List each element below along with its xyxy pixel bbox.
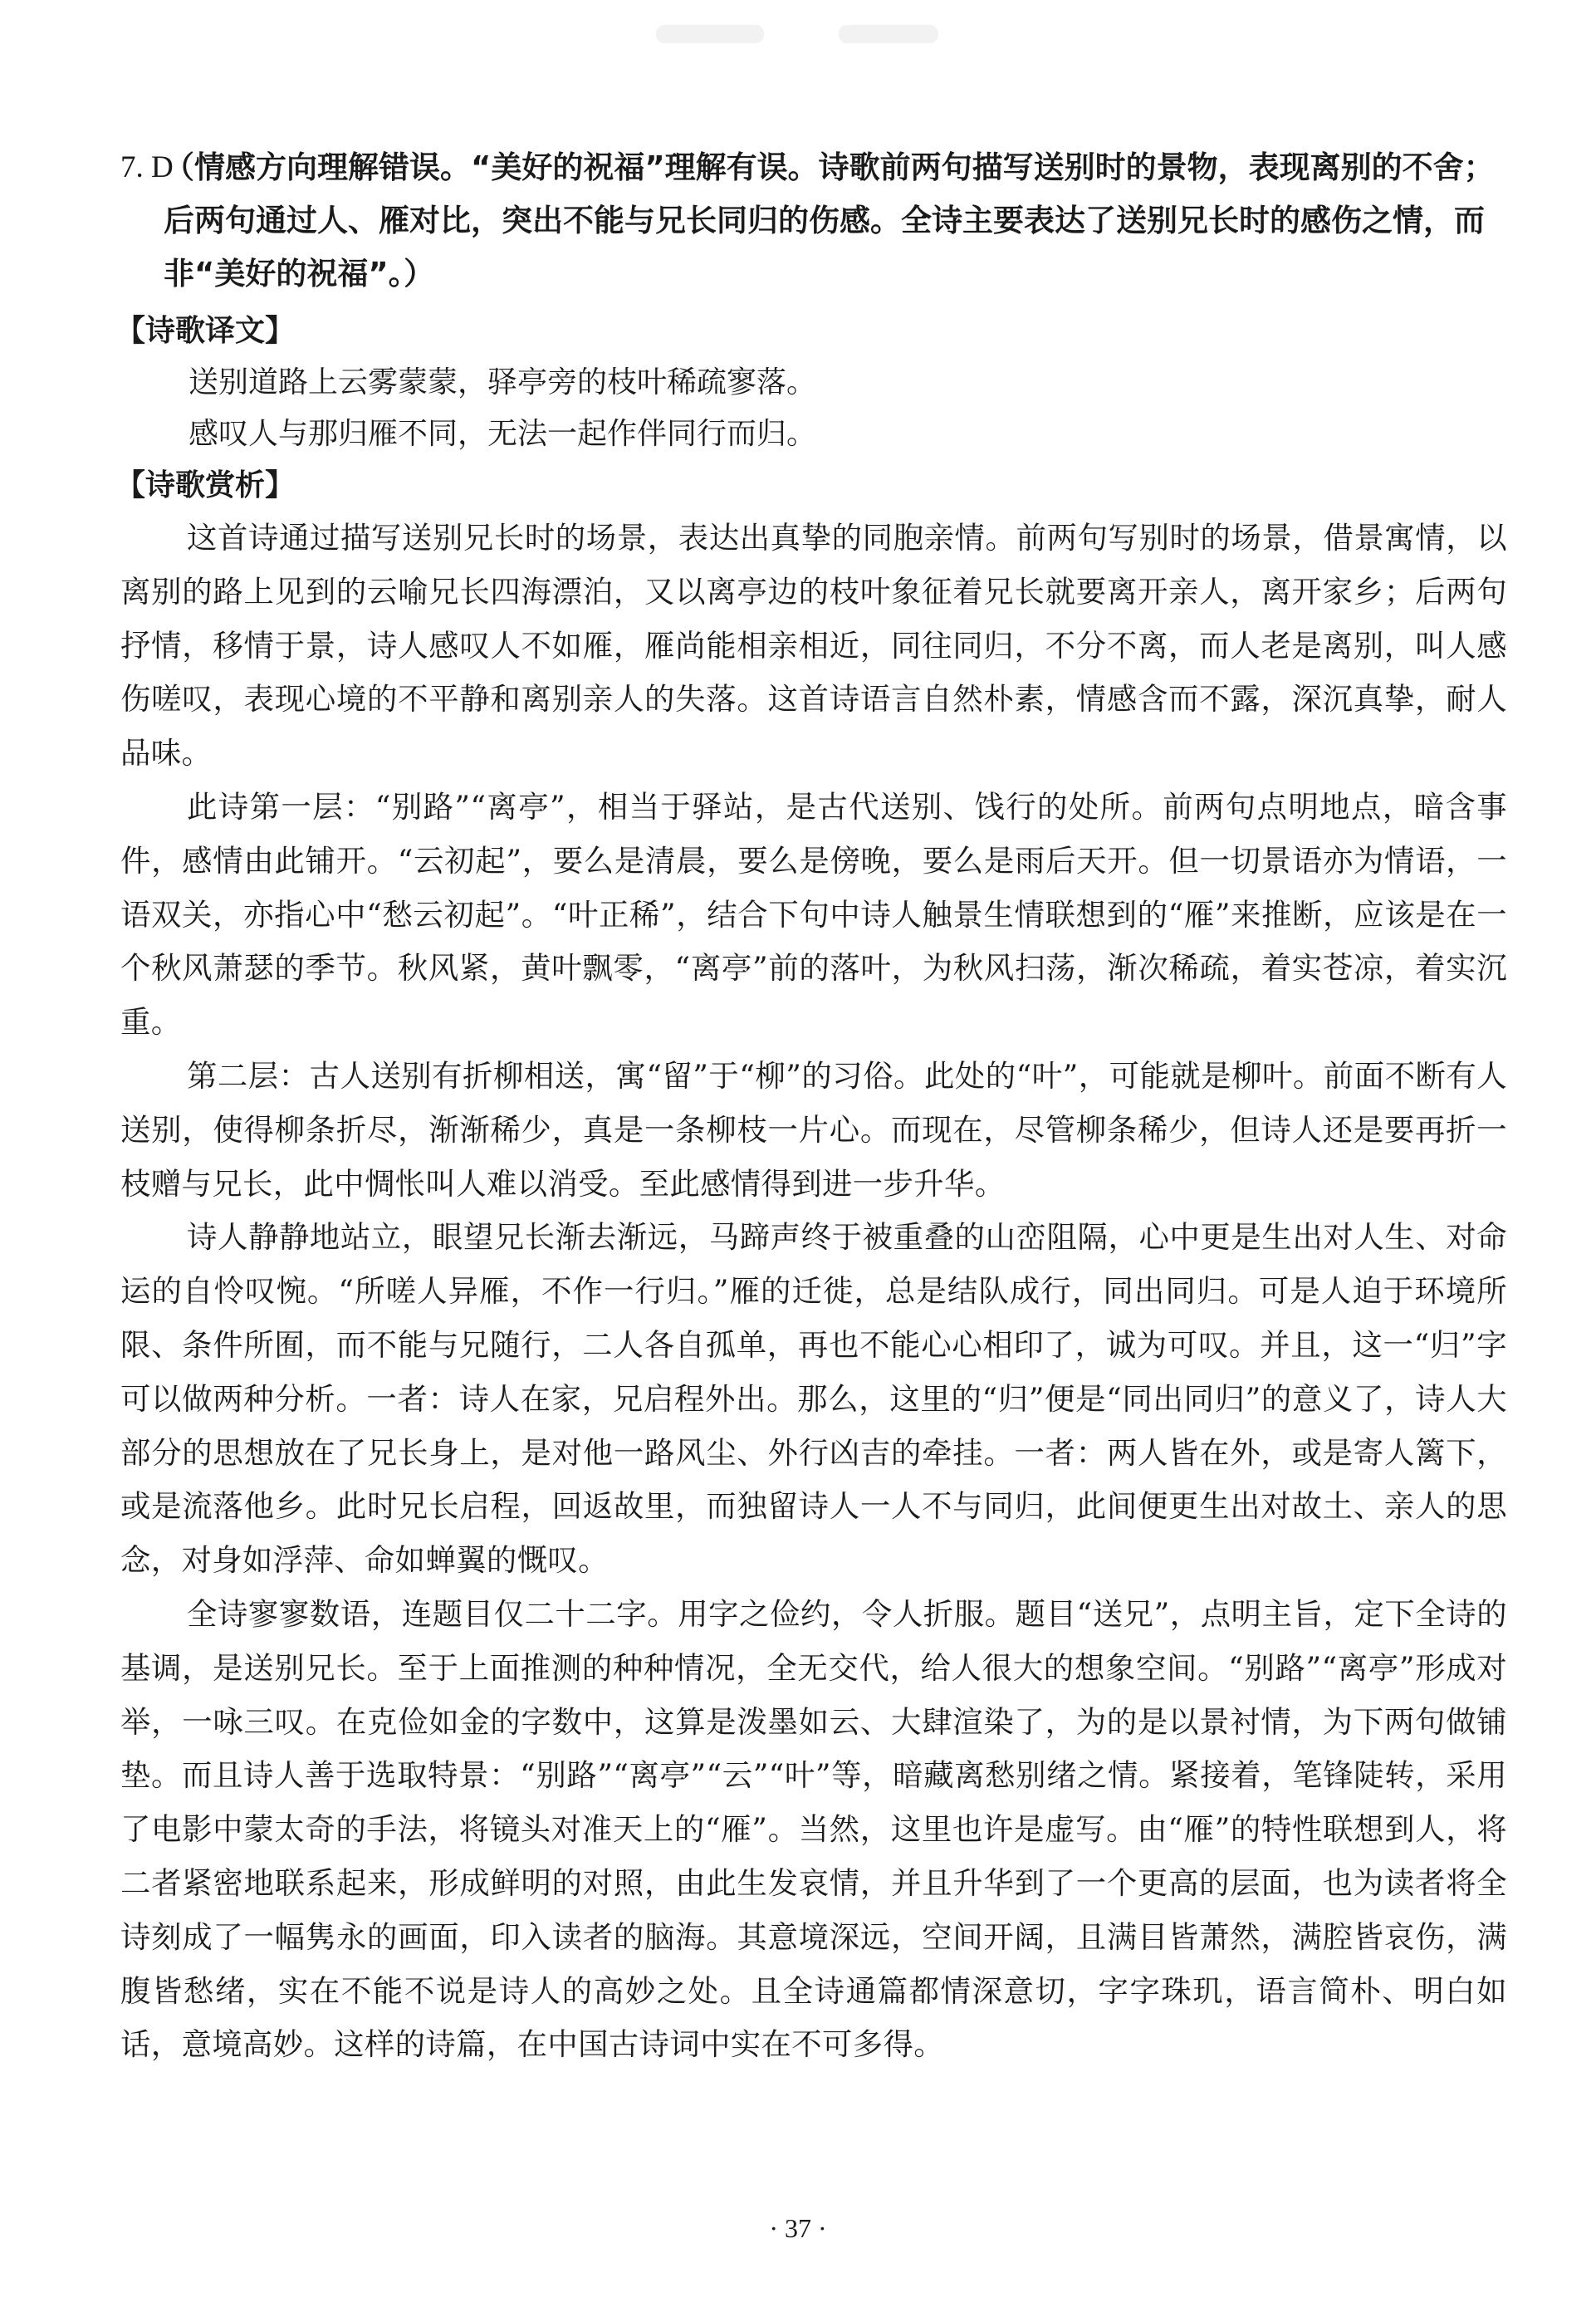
appreciation-paragraph: 全诗寥寥数语，连题目仅二十二字。用字之俭约，令人折服。题目“送兄”，点明主旨，定下全诗的基调，是送别兄长。至于上面推测的种种情况，全无交代，给人很大的想象空间。“别路”“离亭”形成对举，一咏三叹。在克俭如金的字数中，这算是泼墨如云、大肆渲染了，为的是以景衬情，为下两句做铺垫。而且诗人善于选取特景：“别路”“离亭”“云”“叶”等，暗藏离愁别绪之情。紧接着，笔锋陡转，采用了电影中蒙太奇的手法，将镜头对准天上的“雁”。当然，这里也许是虚写。由“雁”的特性联想到人，将二者紧密地联系起来，形成鲜明的对照，由此生发哀情，并且升华到了一个更高的层面，也为读者将全诗刻成了一幅隽永的画面，印入读者的脑海。其意境深远，空间开阔，且满目皆萧然，满腔皆哀伤，满腹皆愁绪，实在不能不说是诗人的高妙之处。且全诗通篇都情深意切，字字珠玑，语言简朴、明白如话，意境高妙。这样的诗篇，在中国古诗词中实在不可多得。 xyxy=(120,1595,1507,2063)
scan-artifact-left xyxy=(656,25,764,43)
translation-line: 送别道路上云雾蒙蒙，驿亭旁的枝叶稀疏寥落。 xyxy=(188,365,817,399)
answer-explanation: （情感方向理解错误。“美好的祝福”理解有误。诗歌前两句描写送别时的景物，表现离别的不舍；后两句通过人、雁对比，突出不能与兄长同归的伤感。全诗主要表达了送别兄长时的感伤之情，而非“美好的祝福”。） xyxy=(164,149,1495,291)
appreciation-heading: 【诗歌赏析】 xyxy=(115,468,296,502)
translation-line: 感叹人与那归雁不同，无法一起作伴同行而归。 xyxy=(188,417,817,451)
translation-heading: 【诗歌译文】 xyxy=(115,314,296,348)
scan-artifact-right xyxy=(839,25,938,43)
appreciation-paragraph: 这首诗通过描写送别兄长时的场景，表达出真挚的同胞亲情。前两句写别时的场景，借景寓情，以离别的路上见到的云喻兄长四海漂泊，又以离亭边的枝叶象征着兄长就要离开亲人，离开家乡；后两句抒情，移情于景，诗人感叹人不如雁，雁尚能相亲相近，同往同归，不分不离，而人老是离别，叫人感伤嗟叹，表现心境的不平静和离别亲人的失落。这首诗语言自然朴素，情感含而不露，深沉真挚，耐人品味。 xyxy=(120,520,1507,771)
answer-item xyxy=(120,141,1507,301)
document-page xyxy=(115,141,1507,2072)
appreciation-paragraph: 第二层：古人送别有折柳相送，寓“留”于“柳”的习俗。此处的“叶”，可能就是柳叶。前面不断有人送别，使得柳条折尽，渐渐稀少，真是一条柳枝一片心。而现在，尽管柳条稀少，但诗人还是要再折一枝赠与兄长，此中惆怅叫人难以消受。至此感情得到进一步升华。 xyxy=(120,1057,1507,1202)
answer-number: 7. D xyxy=(120,150,174,184)
appreciation-paragraph: 诗人静静地站立，眼望兄长渐去渐远，马蹄声终于被重叠的山峦阻隔，心中更是生出对人生、对命运的自怜叹惋。“所嗟人异雁，不作一行归。”雁的迁徙，总是结队成行，同出同归。可是人迫于环境所限、条件所囿，而不能与兄随行，二人各自孤单，再也不能心心相印了，诚为可叹。并且，这一“归”字可以做两种分析。一者：诗人在家，兄启程外出。那么，这里的“归”便是“同出同归”的意义了，诗人大部分的思想放在了兄长身上，是对他一路风尘、外行凶吉的牵挂。一者：两人皆在外，或是寄人篱下，或是流落他乡。此时兄长启程，回返故里，而独留诗人一人不与同归，此间便更生出对故土、亲人的思念，对身如浮萍、命如蝉翼的慨叹。 xyxy=(120,1219,1507,1579)
page-number: · 37 · xyxy=(769,2213,827,2243)
appreciation-paragraph: 此诗第一层：“别路”“离亭”，相当于驿站，是古代送别、饯行的处所。前两句点明地点，暗含事件，感情由此铺开。“云初起”，要么是清晨，要么是傍晚，要么是雨后天开。但一切景语亦为情语，一语双关，亦指心中“愁云初起”。“叶正稀”，结合下句中诗人触景生情联想到的“雁”来推断，应该是在一个秋风萧瑟的季节。秋风紧，黄叶飘零，“离亭”前的落叶，为秋风扫荡，渐次稀疏，着实苍凉，着实沉重。 xyxy=(120,788,1507,1041)
